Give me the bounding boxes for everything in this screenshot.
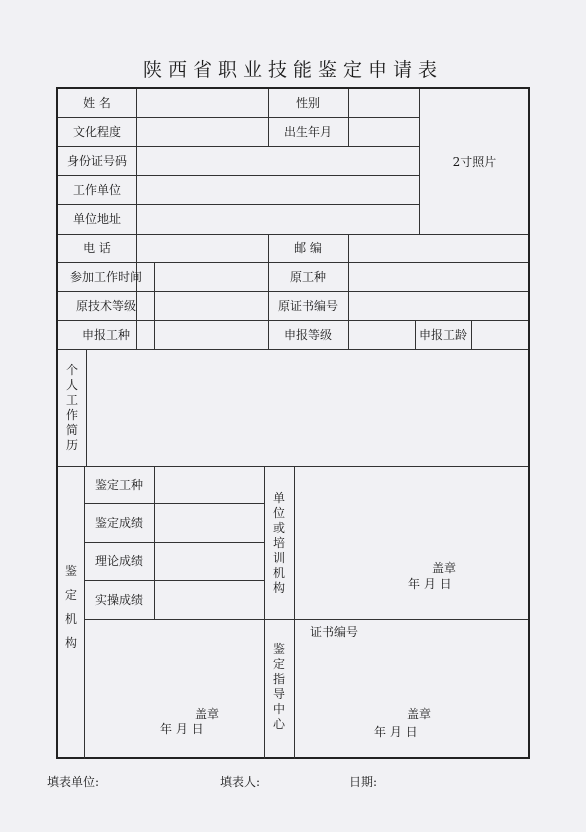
gender-label: 性别 [295, 96, 320, 110]
original-level-label: 原技术等级 [75, 298, 136, 313]
photo-placeholder: 2寸照片 [452, 154, 497, 169]
footer-unit-label: 填表单位: [47, 775, 100, 789]
practical-score-label: 实操成绩 [94, 592, 143, 607]
original-trade-label: 原工种 [289, 269, 326, 284]
guidance-center-label: 鉴 定 指 导 中 心 [272, 642, 285, 731]
postcode-label: 邮 编 [294, 241, 322, 255]
training-seal-label: 盖章 [432, 561, 457, 575]
theory-score-label: 理论成绩 [94, 554, 143, 568]
footer-filler-label: 填表人: [220, 775, 261, 789]
appraisal-institution-label: 鉴 定 机 构 [64, 564, 77, 650]
original-cert-no-label: 原证书编号 [277, 298, 338, 313]
institution-seal-label: 盖章 [195, 707, 220, 721]
apply-level-label: 申报等级 [283, 327, 332, 342]
training-seal-date: 年 月 日 [408, 577, 452, 591]
form-title: 陕西省职业技能鉴定申请表 [142, 59, 443, 81]
appraisal-score-label: 鉴定成绩 [94, 515, 143, 530]
id-number-label: 身份证号码 [66, 153, 127, 168]
apply-trade-label: 申报工种 [81, 327, 130, 342]
certificate-number-label: 证书编号 [310, 625, 359, 639]
training-institution-label: 单 位 或 培 训 机 构 [272, 491, 285, 595]
education-label: 文化程度 [72, 124, 121, 139]
resume-label: 个 人 工 作 简 历 [65, 363, 78, 452]
footer-date-label: 日期: [349, 775, 378, 789]
work-start-label: 参加工作时间 [69, 269, 142, 284]
appraisal-trade-label: 鉴定工种 [94, 477, 143, 492]
phone-label: 电 话 [83, 241, 111, 255]
application-form [56, 87, 530, 759]
center-seal-date: 年 月 日 [374, 725, 418, 739]
work-unit-label: 工作单位 [72, 182, 121, 197]
apply-years-label: 申报工龄 [418, 327, 467, 342]
institution-seal-date: 年 月 日 [160, 722, 204, 736]
name-label: 姓 名 [83, 96, 111, 110]
center-seal-label: 盖章 [407, 707, 432, 721]
unit-address-label: 单位地址 [72, 212, 121, 226]
birth-label: 出生年月 [283, 124, 332, 139]
